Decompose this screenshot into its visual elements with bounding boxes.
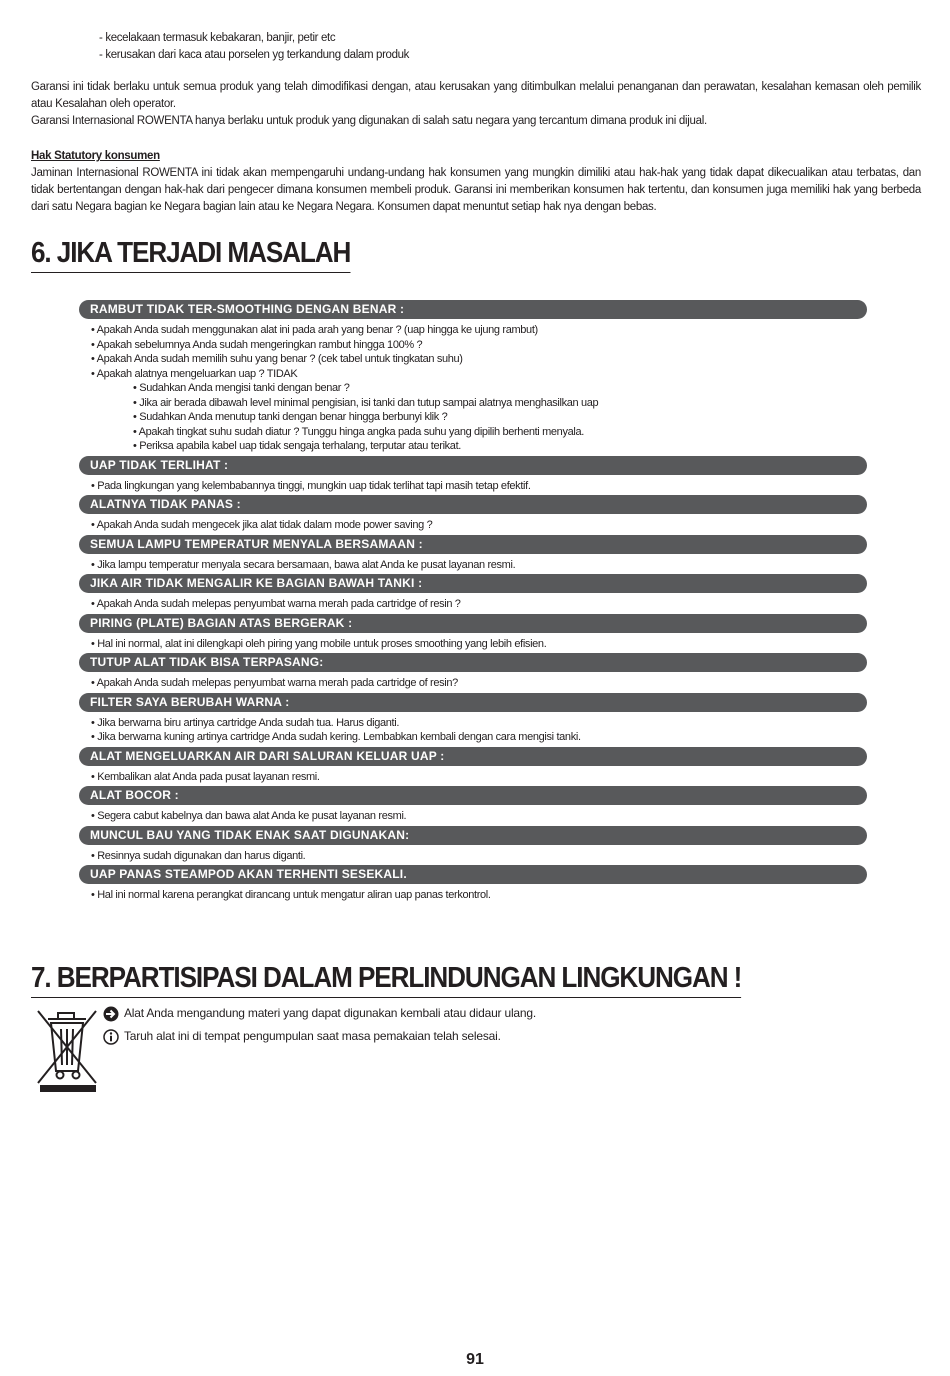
trouble-items: [79, 805, 867, 826]
trouble-item: • Jika berwarna biru artinya cartridge Anda sudah tua. Harus diganti.: [91, 716, 400, 729]
trouble-item: • Sudahkan Anda menutup tanki dengan benar hingga berbunyi klik ?: [133, 411, 448, 423]
trouble-items: [79, 514, 867, 535]
consumer-rights-title: Hak Statutory konsumen: [31, 150, 160, 162]
env-collection-line: [103, 1025, 536, 1048]
trouble-block: [79, 747, 867, 787]
trouble-item: • Apakah Anda sudah memilih suhu yang benar ? (cek tabel untuk tingkatan suhu): [91, 353, 463, 365]
trouble-block: [79, 614, 867, 654]
trouble-item: • Hal ini normal, alat ini dilengkapi oleh piring yang mobile untuk proses smoothing yang lebih efisien.: [91, 637, 547, 650]
trouble-block: [79, 865, 867, 905]
trouble-item: • Jika berwarna kuning artinya cartridge Anda sudah kering. Lembabkan kembali dengan cara mengisi tanki.: [91, 731, 581, 743]
trouble-heading: SEMUA LAMPU TEMPERATUR MENYALA BERSAMAAN :: [79, 535, 867, 554]
trouble-block: [79, 653, 867, 693]
trouble-heading: ALAT BOCOR :: [79, 786, 867, 805]
trouble-item: • Apakah Anda sudah melepas penyumbat warna merah pada cartridge of resin ?: [91, 598, 461, 610]
trouble-items: [79, 593, 867, 614]
trouble-block: [79, 535, 867, 575]
trouble-item: • Segera cabut kabelnya dan bawa alat Anda ke pusat layanan resmi.: [91, 810, 407, 822]
trouble-heading: RAMBUT TIDAK TER-SMOOTHING DENGAN BENAR :: [79, 300, 867, 319]
info-circle-icon: [103, 1029, 119, 1045]
trouble-item: • Apakah tingkat suhu sudah diatur ? Tunggu hinga angka pada suhu yang dipilih berhenti menyala.: [133, 425, 584, 438]
page-number: 91: [466, 1351, 484, 1368]
warranty-text-1: Garansi ini tidak berlaku untuk semua produk yang telah dimodifikasi dengan, atau kerusakan yang ditimbulkan melalui penanganan dan perawatan, kesalahan kemasan oleh pemilik atau Kesalahan oleh operator.: [31, 81, 921, 110]
trouble-block: [79, 300, 867, 456]
trouble-item: • Apakah sebelumnya Anda sudah mengeringkan rambut hingga 100% ?: [91, 338, 423, 351]
trouble-block: [79, 826, 867, 866]
trouble-heading: JIKA AIR TIDAK MENGALIR KE BAGIAN BAWAH TANKI :: [79, 574, 867, 593]
troubleshooting-list: [79, 300, 867, 905]
trouble-heading: TUTUP ALAT TIDAK BISA TERPASANG:: [79, 653, 867, 672]
env-recycle-text: Alat Anda mengandung materi yang dapat digunakan kembali atau didaur ulang.: [124, 1006, 536, 1020]
trouble-item: • Jika air berada dibawah level minimal pengisian, isi tanki dan tutup sampai alatnya menghasilkan uap: [133, 396, 599, 409]
section-6-title: 6. JIKA TERJADI MASALAH: [31, 235, 350, 273]
trouble-item: • Apakah alatnya mengeluarkan uap ? TIDAK: [91, 367, 298, 380]
trouble-heading: UAP PANAS STEAMPOD AKAN TERHENTI SESEKALI.: [79, 865, 867, 884]
trouble-items: [79, 475, 867, 496]
consumer-rights-text: Jaminan Internasional ROWENTA ini tidak akan mempengaruhi undang-undang hak konsumen yang mungkin dimiliki atau hak-hak yang tidak dapat dikecualikan atau terbatas, dan tidak bertentangan dengan hak-hak dari pengecer dimana konsumen membeli produk. Garansi ini memberikan konsumen hak tertentu, dan konsumen juga memiliki hak yang berbeda dari satu Negara bagian ke Negara bagian lain atau ke Negara Negara. Konsumen dapat menuntut setiap hak nya dengan bebas.: [31, 167, 921, 213]
trouble-block: [79, 693, 867, 747]
section-7-title: 7. BERPARTISIPASI DALAM PERLINDUNGAN LINGKUNGAN !: [31, 960, 741, 998]
trouble-heading: UAP TIDAK TERLIHAT :: [79, 456, 867, 475]
trouble-item: • Resinnya sudah digunakan dan harus diganti.: [91, 849, 306, 862]
consumer-rights-paragraph: [31, 148, 921, 216]
env-collection-text: Taruh alat ini di tempat pengumpulan saat masa pemakaian telah selesai.: [124, 1029, 501, 1043]
warranty-text-2: Garansi Internasional ROWENTA hanya berlaku untuk produk yang digunakan di salah satu negara yang tercantum dimana produk ini dijual.: [31, 115, 707, 127]
trouble-item: • Sudahkan Anda mengisi tanki dengan benar ?: [133, 382, 350, 394]
trouble-item: • Pada lingkungan yang kelembabannya tinggi, mungkin uap tidak terlihat tapi masih tetap efektif.: [91, 479, 531, 492]
trouble-items: [79, 884, 867, 905]
trouble-block: [79, 456, 867, 496]
list-item: - kecelakaan termasuk kebakaran, banjir, petir etc: [99, 32, 336, 44]
trouble-items: [79, 845, 867, 866]
trouble-item: • Apakah Anda sudah mengecek jika alat tidak dalam mode power saving ?: [91, 519, 433, 531]
trouble-items: [79, 766, 867, 787]
trouble-item: • Apakah Anda sudah melepas penyumbat warna merah pada cartridge of resin?: [91, 677, 458, 689]
arrow-right-circle-icon: [103, 1006, 119, 1022]
trouble-items: [79, 319, 867, 456]
trouble-heading: ALATNYA TIDAK PANAS :: [79, 495, 867, 514]
trouble-block: [79, 574, 867, 614]
trouble-item: • Periksa apabila kabel uap tidak sengaja terhalang, terputar atau terikat.: [133, 440, 461, 452]
trouble-items: [79, 712, 867, 747]
trouble-heading: FILTER SAYA BERUBAH WARNA :: [79, 693, 867, 712]
trouble-item: • Hal ini normal karena perangkat dirancang untuk mengatur aliran uap panas terkontrol.: [91, 889, 491, 901]
trouble-item: • Jika lampu temperatur menyala secara bersamaan, bawa alat Anda ke pusat layanan resmi.: [91, 558, 516, 571]
trouble-block: [79, 786, 867, 826]
warranty-exclusion-list: [99, 30, 409, 64]
trouble-heading: MUNCUL BAU YANG TIDAK ENAK SAAT DIGUNAKAN:: [79, 826, 867, 845]
trouble-heading: PIRING (PLATE) BAGIAN ATAS BERGERAK :: [79, 614, 867, 633]
warranty-paragraph: [31, 79, 921, 130]
trouble-items: [79, 672, 867, 693]
crossed-out-bin-icon: [34, 1005, 100, 1093]
trouble-item: • Kembalikan alat Anda pada pusat layanan resmi.: [91, 770, 320, 783]
env-recycle-line: [103, 1002, 536, 1025]
trouble-block: [79, 495, 867, 535]
trouble-heading: ALAT MENGELUARKAN AIR DARI SALURAN KELUAR UAP :: [79, 747, 867, 766]
trouble-item: • Apakah Anda sudah menggunakan alat ini pada arah yang benar ? (uap hingga ke ujung rambut): [91, 324, 538, 336]
list-item: - kerusakan dari kaca atau porselen yg terkandung dalam produk: [99, 49, 410, 61]
trouble-items: [79, 633, 867, 654]
trouble-items: [79, 554, 867, 575]
